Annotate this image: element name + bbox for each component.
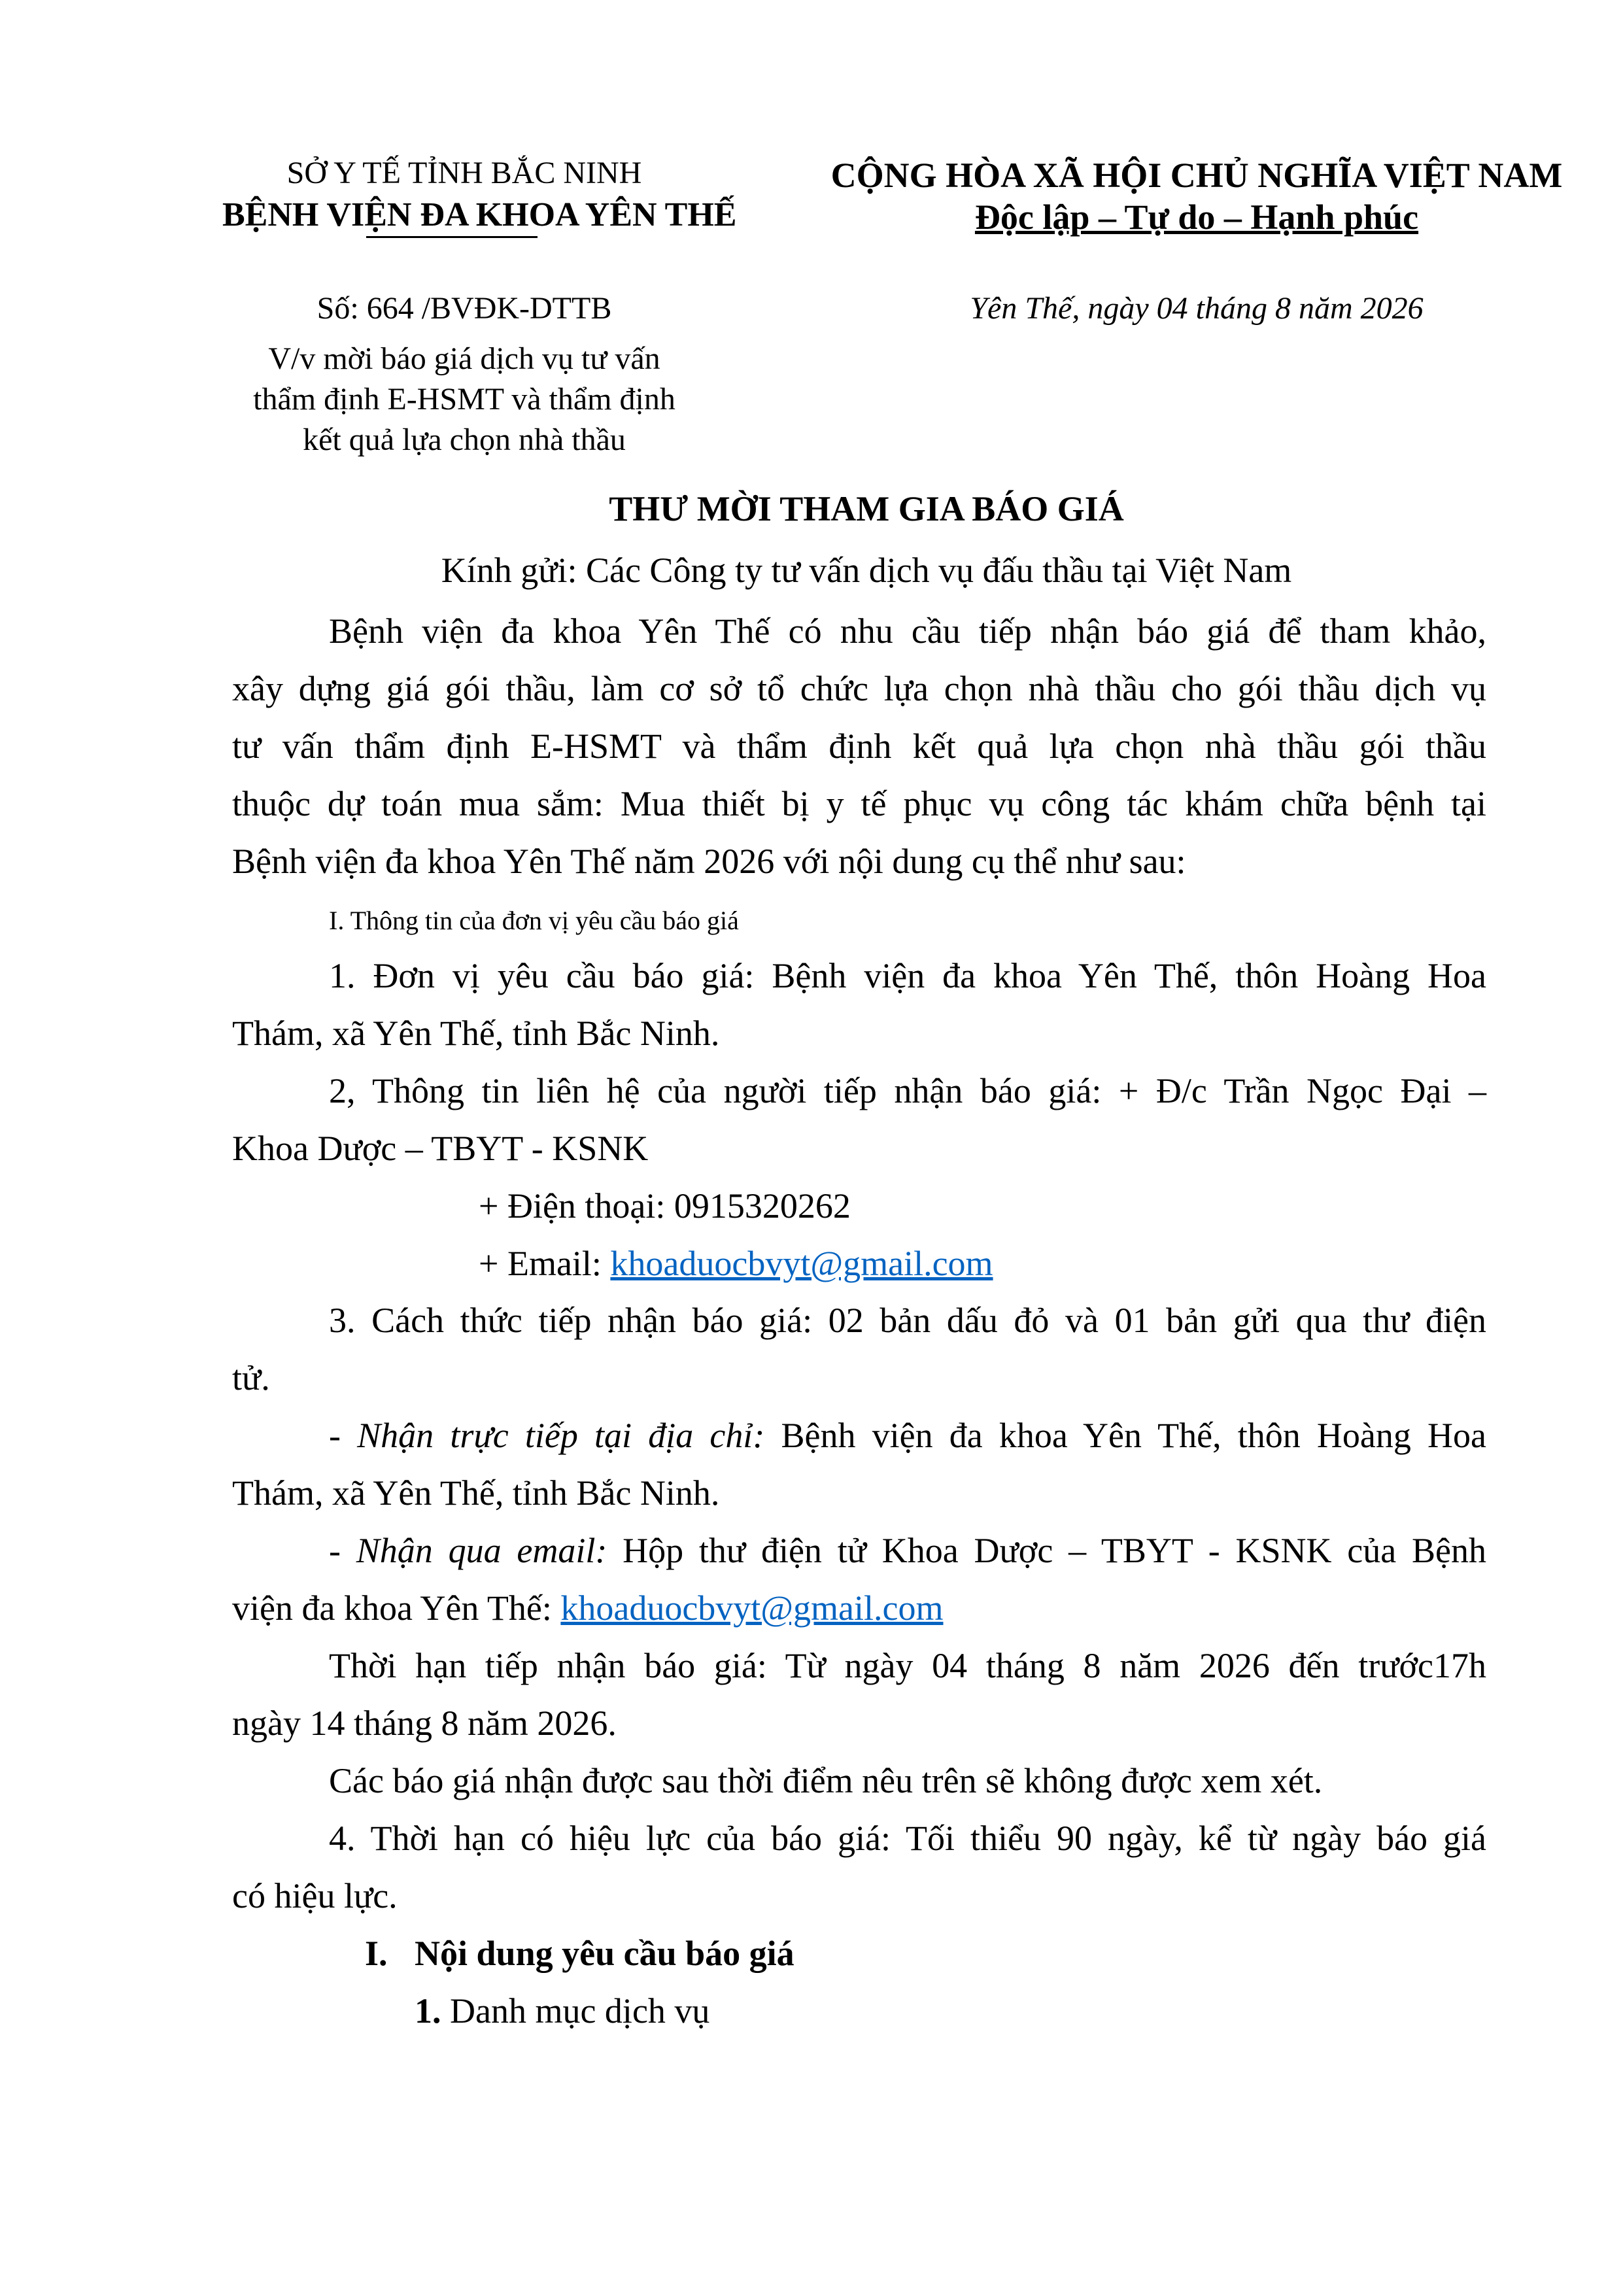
email-receive-line-2 xyxy=(232,1587,1486,1629)
item1-line-2: Thám, xã Yên Thế, tỉnh Bắc Ninh. xyxy=(232,1014,720,1053)
email-receive-label: - Nhận qua email: xyxy=(329,1531,607,1570)
direct-line-1 xyxy=(329,1414,1486,1456)
section2-number: I. xyxy=(365,1934,388,1973)
email-link[interactable]: khoaduocbvyt@gmail.com xyxy=(610,1244,993,1283)
subject-line-1: V/v mời báo giá dịch vụ tư vấn xyxy=(268,341,660,376)
subject-line-2: thẩm định E-HSMT và thẩm định xyxy=(253,382,675,417)
email-receive-prefix: viện đa khoa Yên Thế: xyxy=(232,1588,561,1628)
hospital-name: BỆNH VIỆN ĐA KHOA YÊN THẾ xyxy=(222,196,737,233)
department-name: SỞ Y TẾ TỈNH BẮC NINH xyxy=(286,156,642,190)
email-receive-line-1 xyxy=(329,1530,1486,1571)
document-number: Số: 664 /BVĐK-DTTB xyxy=(316,291,612,326)
sub1-number: 1. xyxy=(415,1991,441,2030)
email-prefix: + Email: xyxy=(479,1244,611,1283)
subject-line-3: kết quả lựa chọn nhà thầu xyxy=(303,422,626,457)
intro-line-3: tư vấn thẩm định E-HSMT và thẩm định kết quả lựa chọn nhà thầu gói thầu xyxy=(232,727,1486,766)
letter-title: THƯ MỜI THAM GIA BÁO GIÁ xyxy=(609,489,1124,528)
late-note: Các báo giá nhận được sau thời điểm nêu trên sẽ không được xem xét. xyxy=(329,1761,1323,1800)
email-line xyxy=(479,1242,1263,1284)
deadline-line-2: ngày 14 tháng 8 năm 2026. xyxy=(232,1704,617,1743)
national-motto: Độc lập – Tự do – Hạnh phúc xyxy=(974,197,1419,237)
section2-title: Nội dung yêu cầu báo giá xyxy=(415,1934,794,1973)
item4-line-2: có hiệu lực. xyxy=(232,1876,398,1915)
item2-line-2: Khoa Dược – TBYT - KSNK xyxy=(232,1129,649,1168)
recipient-line: Kính gửi: Các Công ty tư vấn dịch vụ đấu thầu tại Việt Nam xyxy=(441,551,1292,590)
item3-line-2: tử. xyxy=(232,1358,270,1397)
hospital-underline xyxy=(366,236,538,238)
country-name: CỘNG HÒA XÃ HỘI CHỦ NGHĨA VIỆT NAM xyxy=(830,156,1563,195)
direct-label: - Nhận trực tiếp tại địa chỉ: xyxy=(329,1416,765,1455)
intro-line-2: xây dựng giá gói thầu, làm cơ sở tổ chức lựa chọn nhà thầu cho gói thầu dịch vụ xyxy=(232,669,1486,708)
intro-line-4: thuộc dự toán mua sắm: Mua thiết bị y tế phục vụ công tác khám chữa bệnh tại xyxy=(232,784,1486,823)
item1-line-1: 1. Đơn vị yêu cầu báo giá: Bệnh viện đa khoa Yên Thế, thôn Hoàng Hoa xyxy=(329,956,1486,995)
item2-line-1: 2, Thông tin liên hệ của người tiếp nhận báo giá: + Đ/c Trần Ngọc Đại – xyxy=(329,1071,1486,1110)
email-receive-rest: Hộp thư điện tử Khoa Dược – TBYT - KSNK của Bệnh xyxy=(607,1531,1487,1570)
direct-rest: Bệnh viện đa khoa Yên Thế, thôn Hoàng Hoa xyxy=(764,1416,1487,1455)
sub1-title: Danh mục dịch vụ xyxy=(441,1991,710,2030)
sub1-line xyxy=(415,1990,709,2032)
direct-line-2: Thám, xã Yên Thế, tỉnh Bắc Ninh. xyxy=(232,1473,720,1513)
phone-line: + Điện thoại: 0915320262 xyxy=(479,1186,851,1225)
email-receive-link[interactable]: khoaduocbvyt@gmail.com xyxy=(560,1588,944,1628)
intro-line-1: Bệnh viện đa khoa Yên Thế có nhu cầu tiếp nhận báo giá để tham khảo, xyxy=(329,611,1486,651)
deadline-line-1: Thời hạn tiếp nhận báo giá: Từ ngày 04 tháng 8 năm 2026 đến trước17h xyxy=(329,1646,1486,1685)
item4-line-1: 4. Thời hạn có hiệu lực của báo giá: Tối thiểu 90 ngày, kể từ ngày báo giá xyxy=(329,1819,1486,1858)
intro-line-5: Bệnh viện đa khoa Yên Thế năm 2026 với nội dung cụ thể như sau: xyxy=(232,842,1186,881)
section1-heading: I. Thông tin của đơn vị yêu cầu báo giá xyxy=(329,906,739,935)
item3-line-1: 3. Cách thức tiếp nhận báo giá: 02 bản dấu đỏ và 01 bản gửi qua thư điện xyxy=(329,1301,1486,1340)
document-date: Yên Thế, ngày 04 tháng 8 năm 2026 xyxy=(970,291,1424,326)
